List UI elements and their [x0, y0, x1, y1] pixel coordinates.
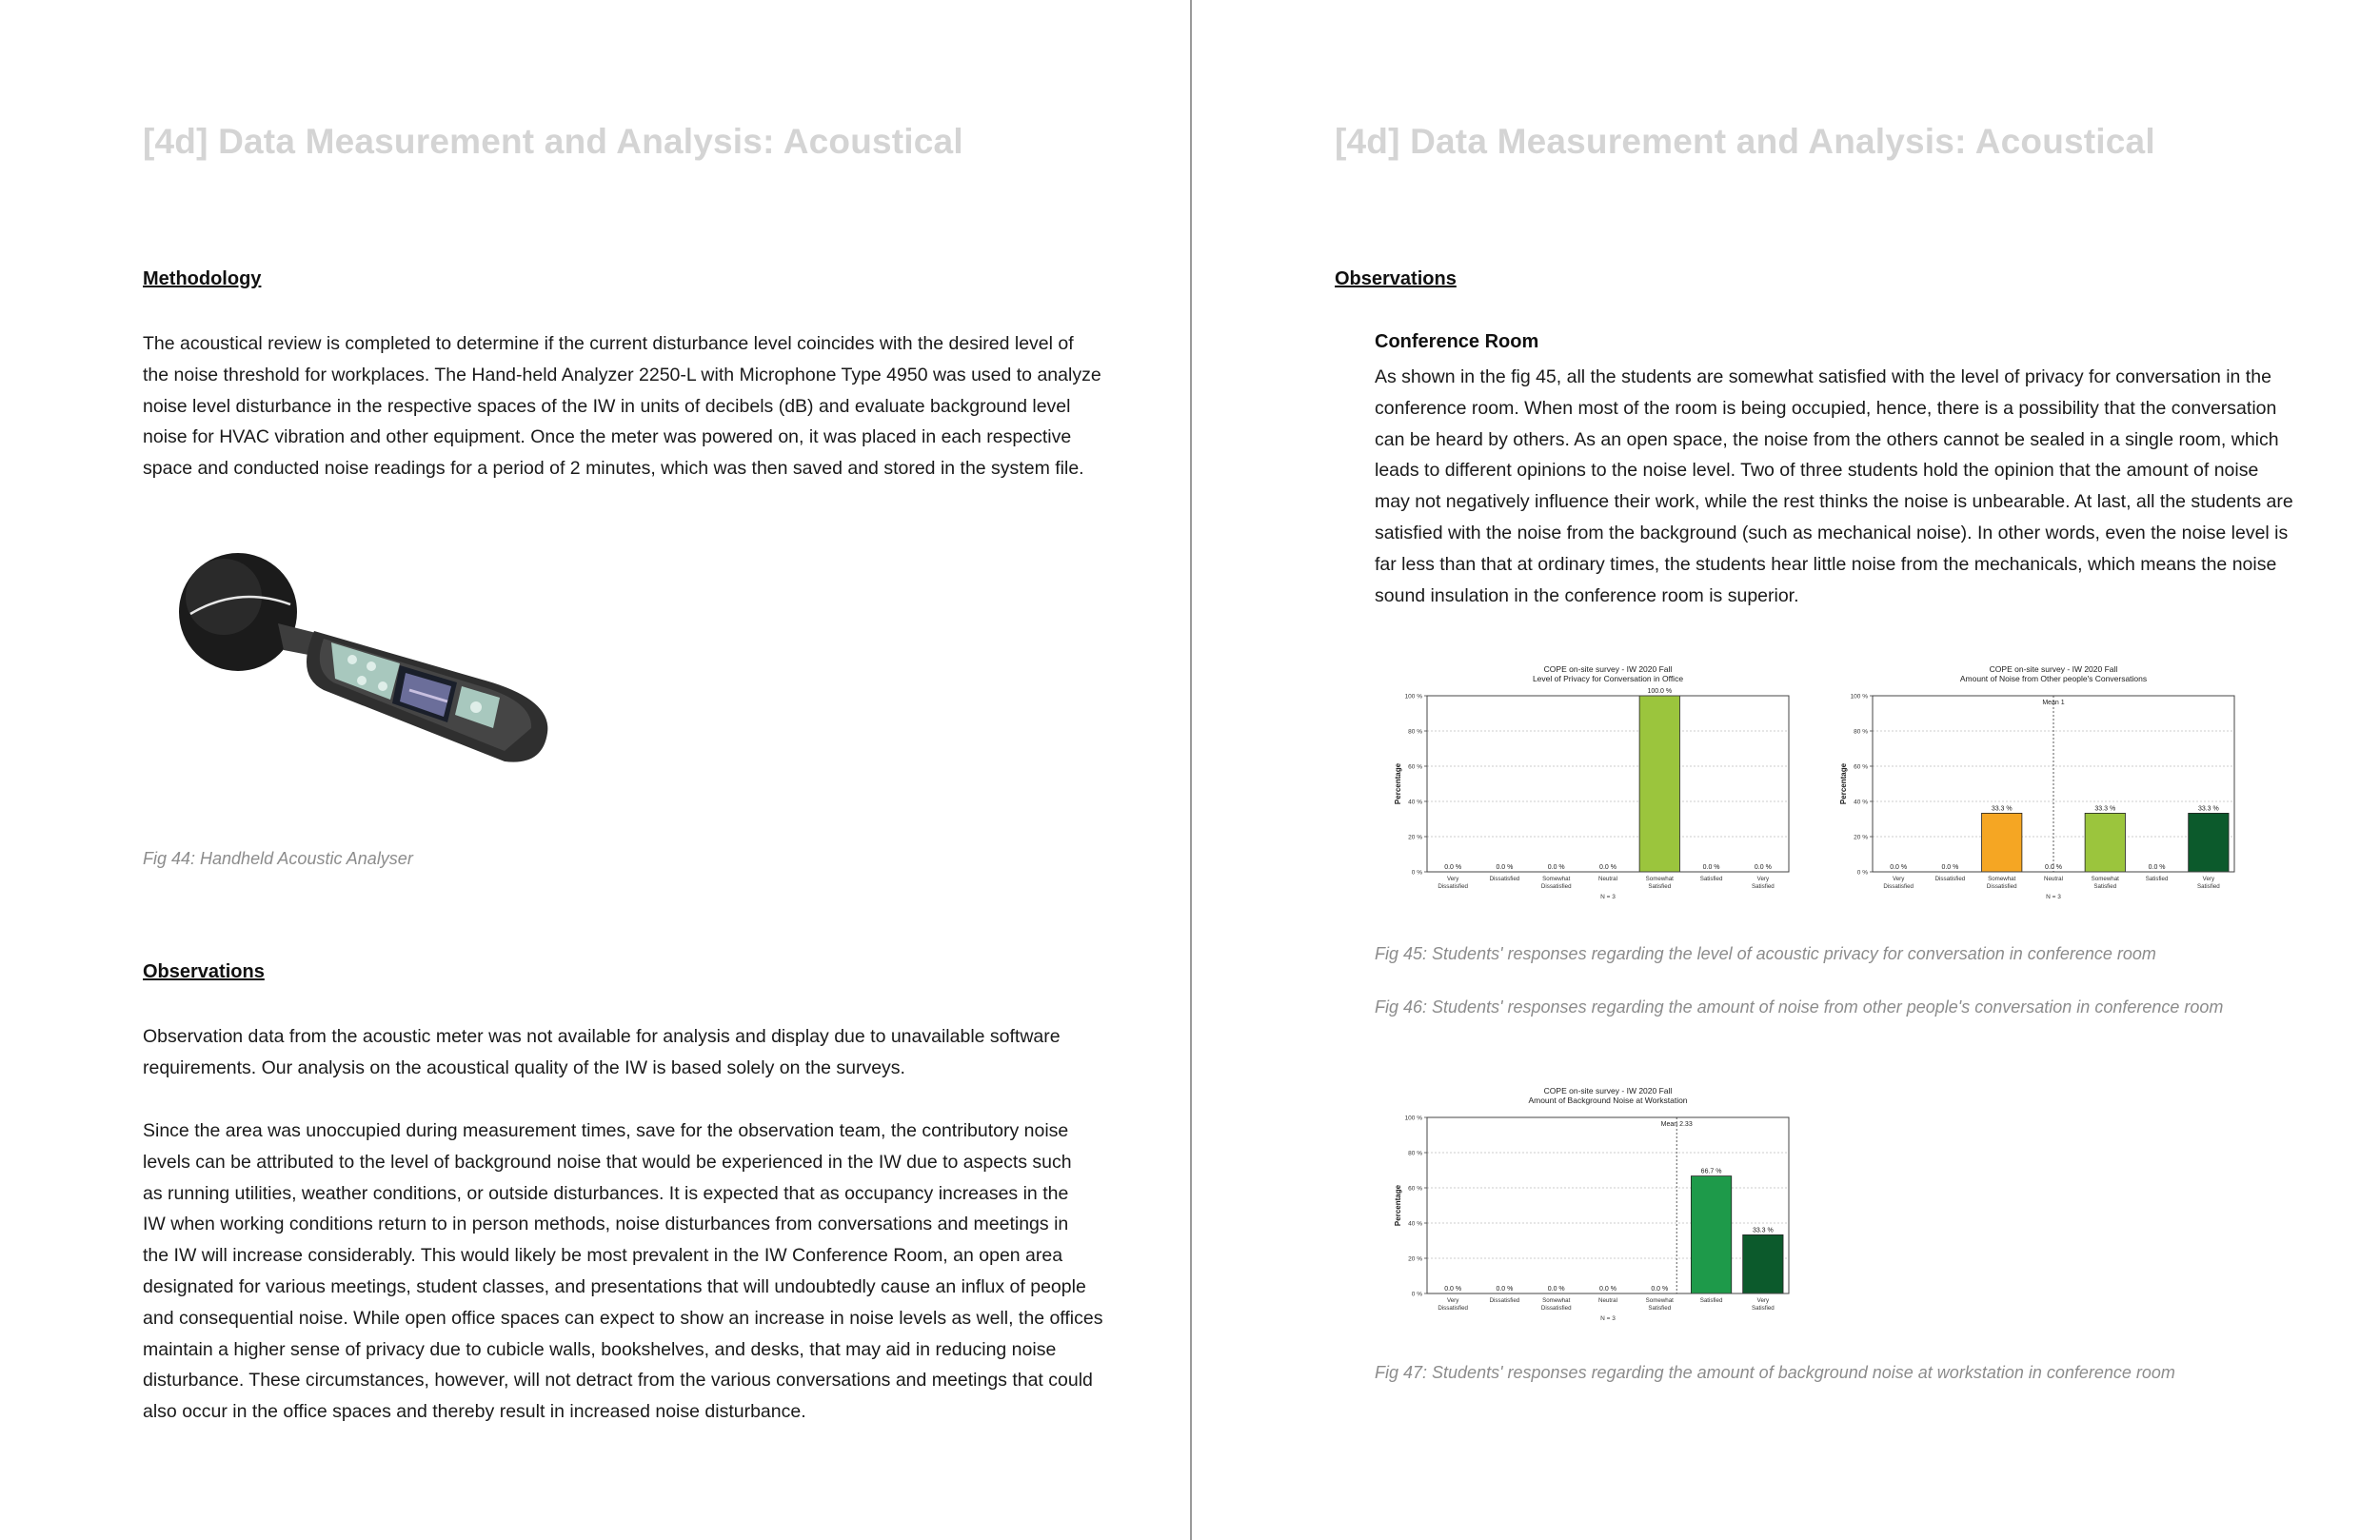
- observations-heading-left: Observations: [143, 961, 265, 982]
- x-tick-label: Dissatisfied: [1438, 883, 1468, 890]
- text-line: levels can be attributed to the level of background noise that would be experienced in the IW due to aspects such: [143, 1151, 1072, 1173]
- x-tick-label: Dissatisfied: [1883, 883, 1914, 890]
- bar-value-label: 0.0 %: [1651, 1286, 1669, 1293]
- chart-background-noise: [1387, 1083, 1806, 1326]
- right-page: [1192, 0, 2380, 1540]
- x-tick-label: Dissatisfied: [1986, 883, 2017, 890]
- text-line: sound insulation in the conference room is superior.: [1375, 584, 1799, 606]
- x-tick-label: Satisfied: [1699, 1297, 1723, 1304]
- chart-title: COPE on-site survey - IW 2020 Fall: [1543, 664, 1673, 674]
- fig45-caption: Fig 45: Students' responses regarding the level of acoustic privacy for conversation in conference room: [1375, 944, 2156, 963]
- x-tick-label: Very: [1756, 1297, 1770, 1304]
- y-tick-label: 80 %: [1408, 1150, 1422, 1157]
- bar: [1639, 696, 1679, 872]
- text-line: maintain a higher sense of privacy due to cubicle walls, bookshelves, and desks, that may aid in reducing noise: [143, 1338, 1057, 1360]
- x-axis-label: N = 3: [1600, 1315, 1616, 1322]
- handheld-acoustic-analyser-image: [171, 547, 562, 776]
- methodology-heading: Methodology: [143, 268, 262, 289]
- bar-value-label: 0.0 %: [1754, 864, 1772, 871]
- bar-value-label: 0.0 %: [1496, 864, 1514, 871]
- methodology-paragraph: [143, 328, 1123, 484]
- y-axis-label: Percentage: [1839, 762, 1848, 805]
- chart-subtitle: Level of Privacy for Conversation in Office: [1532, 674, 1684, 683]
- x-tick-label: Satisfied: [1751, 883, 1775, 890]
- bar-value-label: 0.0 %: [1547, 864, 1565, 871]
- text-line: can be heard by others. As an open space, the noise from the others cannot be sealed in a single room, which: [1375, 428, 2279, 450]
- text-line: and consequential noise. While open office spaces can expect to show an increase in noise levels as well, the offices: [143, 1307, 1103, 1329]
- y-tick-label: 20 %: [1854, 834, 1868, 841]
- bar: [2189, 813, 2229, 872]
- chart-privacy-conversation: [1387, 661, 1806, 904]
- y-tick-label: 100 %: [1850, 693, 1868, 701]
- observations-paragraph-2: [143, 1116, 1123, 1428]
- y-tick-label: 40 %: [1408, 1220, 1422, 1228]
- y-tick-label: 80 %: [1854, 728, 1868, 736]
- y-axis-label: Percentage: [1394, 1184, 1402, 1227]
- text-line: noise for HVAC vibration and other equipment. Once the meter was powered on, it was placed in each respective: [143, 426, 1072, 448]
- x-tick-label: Very: [1756, 876, 1770, 882]
- bar-value-label: 0.0 %: [1444, 1286, 1462, 1293]
- y-tick-label: 60 %: [1408, 1185, 1422, 1193]
- bar-value-label: 33.3 %: [2197, 805, 2219, 813]
- text-line: as running utilities, weather conditions, or outside disturbances. It is expected that as occupancy increases in the: [143, 1182, 1069, 1204]
- bar-value-label: 0.0 %: [1702, 864, 1720, 871]
- x-tick-label: Neutral: [1598, 1297, 1617, 1304]
- mean-label: Mean 1: [2042, 700, 2065, 706]
- bar-value-label: 0.0 %: [1547, 1286, 1565, 1293]
- mean-label: Mean 2.33: [1660, 1121, 1693, 1128]
- y-tick-label: 40 %: [1408, 799, 1422, 806]
- x-tick-label: Very: [1446, 1297, 1459, 1304]
- chart-noise-other-conversations: [1833, 661, 2251, 904]
- chart-svg: [1387, 661, 1806, 904]
- text-line: far less than that at ordinary times, the students hear little noise from the mechanicals, which means the noise: [1375, 553, 2277, 575]
- text-line: As shown in the fig 45, all the students are somewhat satisfied with the level of privacy for conversation in the: [1375, 366, 2271, 387]
- x-tick-label: Satisfied: [1648, 883, 1672, 890]
- x-tick-label: Dissatisfied: [1540, 883, 1572, 890]
- x-tick-label: Somewhat: [1988, 876, 2016, 882]
- conference-room-heading: Conference Room: [1375, 331, 1539, 352]
- bar-value-label: 0.0 %: [1941, 864, 1959, 871]
- text-line: Observation data from the acoustic meter was not available for analysis and display due to unavailable software: [143, 1026, 1061, 1047]
- bar: [1743, 1234, 1783, 1293]
- text-line: designated for various meetings, student classes, and presentations that will undoubtedly cause an influx of people: [143, 1275, 1086, 1297]
- x-tick-label: Satisfied: [2196, 883, 2220, 890]
- bar: [1982, 813, 2022, 872]
- x-tick-label: Somewhat: [1645, 1297, 1674, 1304]
- observations-paragraph-1: [143, 1021, 1123, 1084]
- bar-value-label: 0.0 %: [1444, 864, 1462, 871]
- text-line: leads to different opinions to the noise level. Two of three students hold the opinion that the amount of noise: [1375, 460, 2259, 482]
- bar-value-label: 0.0 %: [1599, 864, 1616, 871]
- y-axis-label: Percentage: [1394, 762, 1402, 805]
- y-tick-label: 20 %: [1408, 1255, 1422, 1263]
- x-tick-label: Dissatisfied: [1489, 1297, 1520, 1304]
- y-tick-label: 20 %: [1408, 834, 1422, 841]
- text-line: space and conducted noise readings for a period of 2 minutes, which was then saved and stored in the system file.: [143, 458, 1084, 480]
- text-line: requirements. Our analysis on the acoustical quality of the IW is based solely on the surveys.: [143, 1056, 905, 1078]
- bar-value-label: 0.0 %: [2045, 864, 2062, 871]
- chart-title: COPE on-site survey - IW 2020 Fall: [1543, 1086, 1673, 1096]
- x-tick-label: Dissatisfied: [1540, 1305, 1572, 1312]
- x-tick-label: Satisfied: [2145, 876, 2169, 882]
- x-tick-label: Satisfied: [1699, 876, 1723, 882]
- x-tick-label: Neutral: [2044, 876, 2063, 882]
- fig47-caption: Fig 47: Students' responses regarding the amount of background noise at workstation in conference room: [1375, 1363, 2175, 1382]
- bar-value-label: 33.3 %: [2094, 805, 2116, 813]
- bar-value-label: 0.0 %: [1496, 1286, 1514, 1293]
- x-tick-label: Somewhat: [2091, 876, 2119, 882]
- bar-value-label: 33.3 %: [1991, 805, 2013, 813]
- chart-title: COPE on-site survey - IW 2020 Fall: [1989, 664, 2118, 674]
- bar-value-label: 0.0 %: [1599, 1286, 1616, 1293]
- x-tick-label: Dissatisfied: [1438, 1305, 1468, 1312]
- text-line: The acoustical review is completed to determine if the current disturbance level coincides with the desired level of: [143, 333, 1074, 354]
- x-tick-label: Dissatisfied: [1934, 876, 1966, 882]
- x-tick-label: Somewhat: [1542, 876, 1571, 882]
- x-tick-label: Satisfied: [2093, 883, 2117, 890]
- bar-value-label: 0.0 %: [2148, 864, 2166, 871]
- observations-heading-right: Observations: [1335, 268, 1457, 289]
- x-tick-label: Very: [1446, 876, 1459, 882]
- bar: [1691, 1176, 1731, 1293]
- bar-value-label: 33.3 %: [1752, 1227, 1774, 1234]
- bar-value-label: 0.0 %: [1890, 864, 1908, 871]
- bar: [2085, 813, 2125, 872]
- conference-room-paragraph: [1375, 362, 2327, 611]
- text-line: disturbance. These circumstances, however, will not detract from the various conversations and meetings that could: [143, 1370, 1093, 1392]
- y-tick-label: 0 %: [1856, 869, 1868, 877]
- text-line: Since the area was unoccupied during measurement times, save for the observation team, the contributory noise: [143, 1120, 1069, 1141]
- chart-svg: [1387, 1083, 1806, 1326]
- y-tick-label: 60 %: [1408, 763, 1422, 771]
- bar-value-label: 100.0 %: [1647, 688, 1673, 695]
- x-tick-label: Somewhat: [1542, 1297, 1571, 1304]
- left-page-header: [4d] Data Measurement and Analysis: Acoustical: [143, 122, 963, 161]
- text-line: may not negatively influence their work, while the rest thinks the noise is unbearable. At last, all the students are: [1375, 491, 2293, 513]
- text-line: noise level disturbance in the respective spaces of the IW in units of decibels (dB) and evaluate background level: [143, 395, 1071, 417]
- text-line: conference room. When most of the room is being occupied, hence, there is a possibility that the conversation: [1375, 397, 2277, 419]
- text-line: IW when working conditions return to in person methods, noise disturbances from conversations and meetings in: [143, 1214, 1069, 1235]
- plot-frame: [1427, 1117, 1789, 1293]
- right-page-header: [4d] Data Measurement and Analysis: Acoustical: [1335, 122, 2155, 161]
- text-line: also occur in the office spaces and thereby result in increased noise disturbance.: [143, 1401, 806, 1423]
- text-line: satisfied with the noise from the background (such as mechanical noise). In other words, even the noise level is: [1375, 522, 2289, 543]
- y-tick-label: 0 %: [1411, 1291, 1422, 1298]
- text-line: the IW will increase considerably. This would likely be most prevalent in the IW Conference Room, an open area: [143, 1245, 1063, 1267]
- fig44-caption: Fig 44: Handheld Acoustic Analyser: [143, 849, 413, 868]
- fig46-caption: Fig 46: Students' responses regarding the amount of noise from other people's conversation in conference room: [1375, 997, 2224, 1017]
- chart-subtitle: Amount of Noise from Other people's Conversations: [1959, 674, 2148, 683]
- x-tick-label: Satisfied: [1648, 1305, 1672, 1312]
- y-tick-label: 60 %: [1854, 763, 1868, 771]
- y-tick-label: 40 %: [1854, 799, 1868, 806]
- x-tick-label: Very: [1892, 876, 1905, 882]
- chart-subtitle: Amount of Background Noise at Workstation: [1528, 1096, 1688, 1105]
- x-tick-label: Very: [2202, 876, 2215, 882]
- y-tick-label: 80 %: [1408, 728, 1422, 736]
- y-tick-label: 0 %: [1411, 869, 1422, 877]
- x-tick-label: Dissatisfied: [1489, 876, 1520, 882]
- chart-svg: [1833, 661, 2251, 904]
- bar-value-label: 66.7 %: [1700, 1168, 1722, 1175]
- x-axis-label: N = 3: [1600, 894, 1616, 900]
- x-tick-label: Somewhat: [1645, 876, 1674, 882]
- x-tick-label: Neutral: [1598, 876, 1617, 882]
- x-tick-label: Satisfied: [1751, 1305, 1775, 1312]
- text-line: the noise threshold for workplaces. The Hand-held Analyzer 2250-L with Microphone Type 4950 was used to analyze: [143, 364, 1101, 385]
- y-tick-label: 100 %: [1404, 1115, 1422, 1122]
- y-tick-label: 100 %: [1404, 693, 1422, 701]
- x-axis-label: N = 3: [2046, 894, 2061, 900]
- plot-frame: [1427, 696, 1789, 872]
